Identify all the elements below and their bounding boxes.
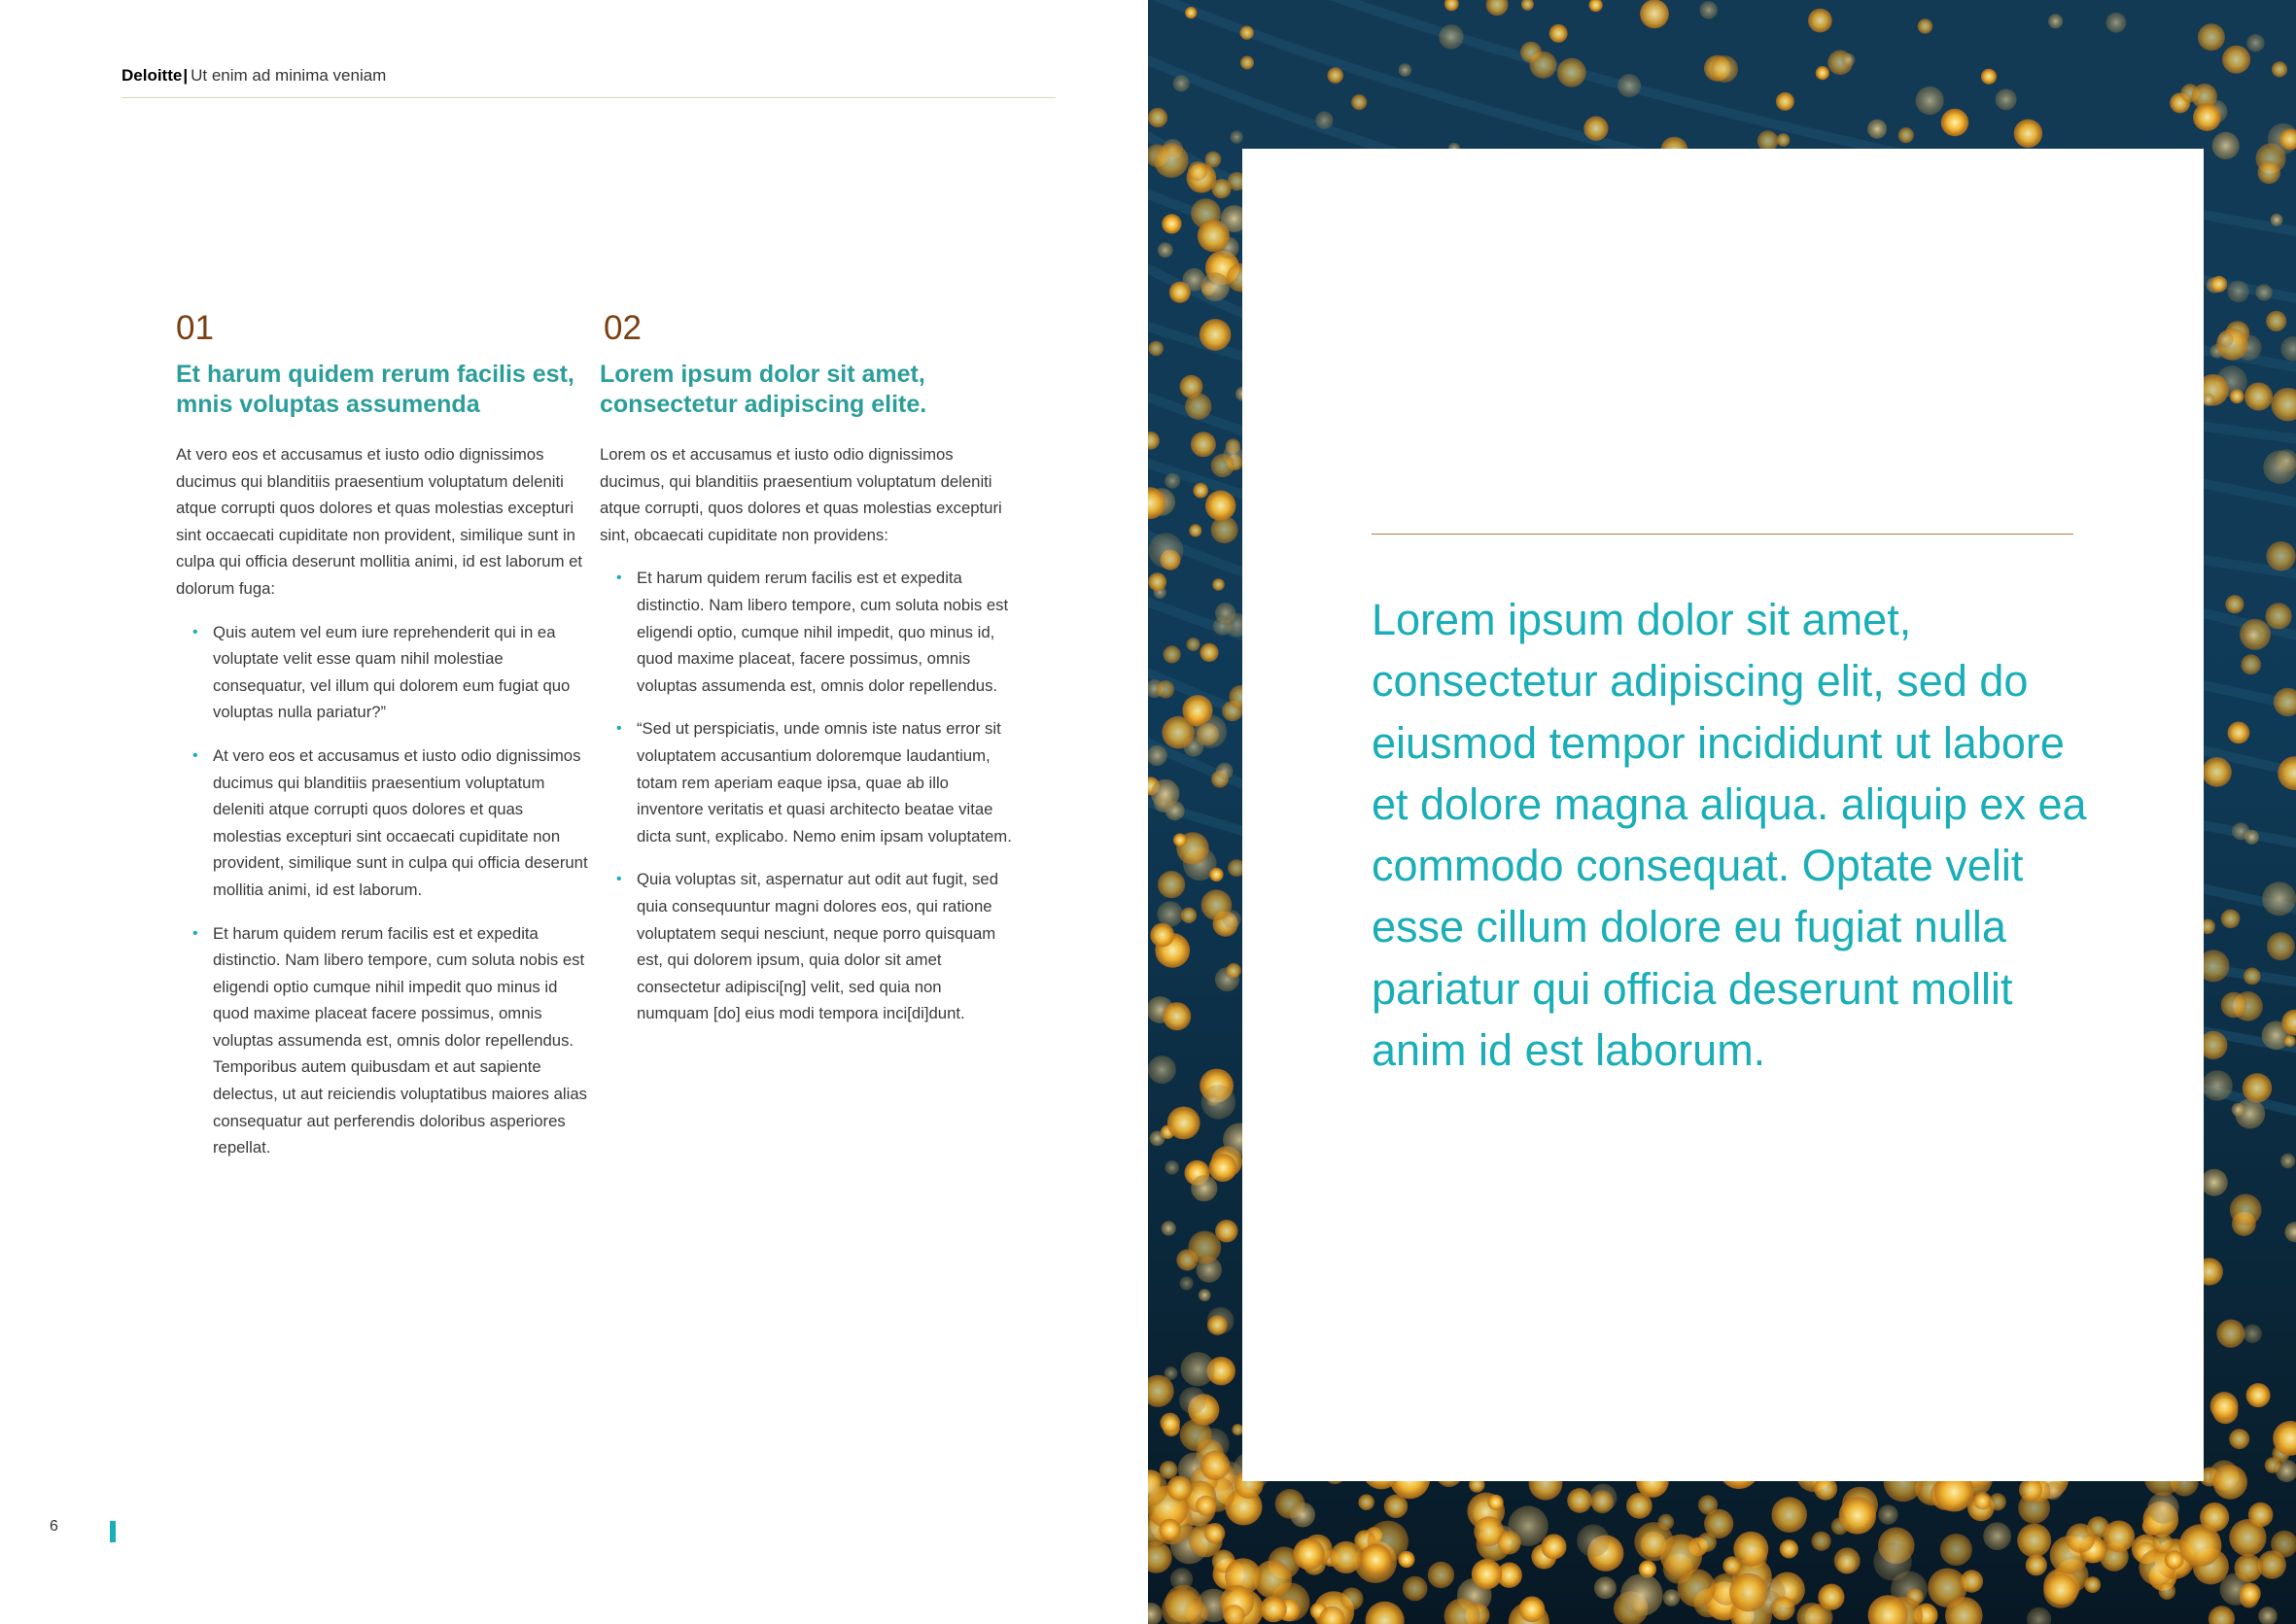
bokeh-light: [1557, 58, 1586, 87]
section-number: 01: [176, 309, 214, 347]
bokeh-light: [2244, 383, 2273, 411]
bokeh-light: [1594, 1576, 1617, 1599]
bokeh-light: [1260, 1596, 1286, 1622]
bokeh-light: [1163, 1002, 1191, 1030]
bokeh-light: [1918, 18, 1933, 34]
list-item-text: At vero eos et accusamus et iusto odio dignissimos ducimus qui blanditiis praesentium voluptatum deleniti atque corrupti quos dolores et quas molestias excepturi sint occaecati cupiditate non provident, similique sunt in culpa qui officia deserunt mollitia animi, id est laborum.: [213, 745, 588, 899]
bokeh-light: [2153, 1534, 2174, 1554]
column-01: [176, 309, 594, 1178]
bokeh-light: [1360, 1544, 1391, 1575]
header-title: Ut enim ad minima veniam: [191, 66, 387, 85]
bokeh-light: [2212, 132, 2240, 159]
bokeh-light: [1191, 432, 1216, 457]
bokeh-light: [1200, 272, 1230, 301]
bokeh-light: [1549, 24, 1568, 43]
bokeh-light: [1340, 1587, 1363, 1609]
pull-quote-card: [1242, 149, 2204, 1481]
bokeh-light: [1873, 1542, 1911, 1580]
bokeh-light: [1497, 1531, 1520, 1554]
bokeh-light: [2284, 1035, 2296, 1047]
bokeh-light: [2026, 1554, 2047, 1575]
running-header: [122, 66, 1056, 98]
bokeh-light: [1384, 1495, 1408, 1518]
bokeh-light: [1878, 1504, 1897, 1524]
bokeh-light: [1941, 109, 1968, 136]
bokeh-light: [1148, 1055, 1176, 1084]
list-item-text: Et harum quidem rerum facilis est et expedita distinctio. Nam libero tempore, cum soluta nobis est eligendi optio, cumque nihil impedit, quo minus id, quod maxime placeat, facere possimus, omnis voluptas assumenda est, omnis dolor repellendus.: [637, 569, 1009, 695]
bokeh-light: [2200, 1503, 2229, 1532]
bokeh-light: [1158, 242, 1173, 258]
bokeh-light: [1200, 1451, 1230, 1480]
bokeh-light: [1961, 1570, 1983, 1592]
bokeh-light: [1620, 1573, 1663, 1616]
section-heading: Lorem ipsum dolor sit amet, consectetur adipiscing elite.: [600, 361, 927, 418]
list-item: [600, 866, 1018, 1027]
bokeh-light: [1808, 9, 1832, 33]
bullet-icon: •: [192, 746, 198, 764]
bokeh-light: [2222, 46, 2250, 74]
bokeh-light: [1293, 1538, 1325, 1571]
bokeh-light: [1157, 680, 1175, 699]
bullet-icon: •: [192, 924, 198, 942]
bokeh-light: [2017, 1524, 2051, 1558]
bokeh-light: [2228, 722, 2250, 744]
bokeh-light: [1771, 1497, 1807, 1533]
bokeh-light: [1403, 1576, 1428, 1602]
bokeh-light: [1711, 55, 1738, 83]
bokeh-light: [1148, 572, 1166, 591]
bokeh-light: [1996, 88, 2017, 110]
bokeh-light: [2243, 1073, 2272, 1102]
list-item-text: Quis autem vel eum iure reprehenderit qui in ea voluptate velit esse quam nihil molestiae consequatur, vel illum qui dolorem eum fugiat quo voluptas nulla pariatur?”: [213, 622, 571, 722]
bullet-icon: •: [192, 623, 198, 640]
bokeh-light: [2265, 1457, 2281, 1473]
pull-quote-text: Lorem ipsum dolor sit amet, consectetur adipiscing elit, sed do eiusmod tempor incididunt ut labore et dolore magna aliqua. aliquip ex ea commodo consequat. Optate velit esse cillum dolore eu fugiat nulla pariatur qui officia deserunt mollit anim id est laborum.: [1372, 595, 2087, 1076]
bokeh-light: [1290, 1503, 1315, 1528]
bokeh-light: [2103, 1521, 2135, 1553]
bokeh-light: [1196, 1496, 1216, 1516]
bokeh-light: [1488, 1495, 1504, 1510]
bokeh-light: [1812, 1532, 1831, 1551]
bokeh-light: [1973, 1492, 1991, 1509]
list-item-text: “Sed ut perspiciatis, unde omnis iste natus error sit voluptatem accusantium doloremque laudantium, totam rem aperiam eaque ipsa, quae ab illo inventore veritatis et quasi architecto beatae vitae dicta sunt, explicabo. Nemo enim ipsam voluptatem.: [637, 719, 1012, 846]
bokeh-light: [1729, 1573, 1768, 1612]
bokeh-light: [2066, 1524, 2095, 1553]
bokeh-light: [1185, 393, 1211, 419]
bokeh-light: [1519, 1597, 1546, 1623]
bokeh-light: [1209, 1154, 1237, 1182]
bokeh-light: [1981, 69, 1997, 85]
bokeh-light: [2201, 1169, 2228, 1196]
bokeh-light: [1618, 74, 1641, 97]
bokeh-light: [1207, 1315, 1228, 1335]
bokeh-light: [1150, 923, 1174, 948]
section-number: 02: [604, 309, 642, 347]
bokeh-light: [1201, 1085, 1235, 1119]
bokeh-light: [2248, 1503, 2274, 1528]
bokeh-light: [2216, 1320, 2244, 1348]
bokeh-light: [1898, 127, 1914, 143]
bokeh-light: [1182, 695, 1212, 725]
bokeh-light: [2084, 1576, 2101, 1593]
bokeh-light: [2245, 627, 2262, 643]
bokeh-light: [1205, 152, 1222, 168]
brand-name: Deloitte: [122, 66, 183, 85]
bokeh-light: [1940, 1534, 1972, 1566]
bokeh-light: [1330, 1541, 1362, 1573]
bokeh-light: [1205, 491, 1235, 521]
bokeh-light: [2267, 932, 2295, 960]
bokeh-light: [1398, 1551, 1414, 1568]
bokeh-light: [1164, 645, 1181, 663]
bokeh-light: [1212, 578, 1225, 591]
bokeh-light: [1700, 1, 1718, 18]
bokeh-light: [1399, 63, 1412, 77]
bokeh-light: [2256, 284, 2273, 300]
bokeh-light: [1472, 1559, 1502, 1589]
bokeh-light: [1567, 1488, 1592, 1513]
bokeh-light: [2193, 103, 2221, 131]
bokeh-light: [1188, 1231, 1221, 1264]
bullet-icon: •: [616, 570, 622, 587]
bokeh-light: [1200, 319, 1232, 351]
bokeh-light: [2043, 1573, 2077, 1607]
bokeh-light: [1173, 75, 1190, 91]
list-item: [600, 715, 1018, 849]
bokeh-light: [1240, 56, 1254, 70]
page-number: 6: [50, 1518, 58, 1535]
bokeh-light: [1542, 1534, 1567, 1559]
bokeh-light: [2106, 13, 2127, 33]
quote-divider: [1372, 534, 2073, 535]
bokeh-light: [1230, 130, 1242, 143]
bokeh-light: [1867, 120, 1887, 139]
bokeh-light: [1216, 763, 1234, 780]
bokeh-light: [1199, 1289, 1211, 1301]
bokeh-light: [1439, 24, 1463, 49]
bokeh-light: [1160, 1413, 1180, 1434]
bokeh-light: [1200, 643, 1218, 662]
bokeh-light: [1209, 868, 1223, 881]
bokeh-light: [1428, 1562, 1454, 1588]
bokeh-light: [1159, 1519, 1180, 1540]
bokeh-light: [1189, 524, 1201, 536]
bokeh-light: [2241, 654, 2261, 674]
bokeh-light: [2202, 394, 2214, 406]
list-item-text: Et harum quidem rerum facilis est et expedita distinctio. Nam libero tempore, cum soluta nobis est eligendi optio cumque nihil impedit quo minus id quod maxime placeat facere possimus, omnis voluptas assumenda est, omnis dolor repellendus. Temporibus autem quibusdam et aut sapiente delectus, ut aut reiciendis voluptatibus maiores alias consequatur aut perferendis doloribus asperiores repellat.: [213, 923, 587, 1158]
bokeh-light: [1816, 66, 1829, 80]
bokeh-light: [2244, 968, 2261, 985]
bokeh-light: [1148, 108, 1167, 127]
bokeh-light: [1188, 161, 1207, 181]
section-heading: Et harum quidem rerum facilis est, mnis voluptas assumenda: [176, 361, 574, 418]
bokeh-light: [1158, 871, 1185, 898]
bokeh-light: [2257, 161, 2280, 185]
bokeh-light: [1148, 533, 1183, 568]
list-item: [600, 565, 1018, 699]
bokeh-light: [1776, 92, 1794, 111]
bokeh-light: [1173, 833, 1187, 847]
bokeh-light: [2262, 881, 2296, 916]
bokeh-light: [2266, 311, 2286, 331]
column-02: [600, 309, 1018, 1044]
bullet-list: [176, 619, 594, 1161]
bokeh-light: [2271, 214, 2283, 226]
bokeh-light: [1167, 1107, 1200, 1140]
bokeh-light: [1180, 1276, 1194, 1290]
bokeh-light: [2221, 992, 2247, 1019]
bokeh-light: [2246, 34, 2264, 52]
list-item: [176, 920, 594, 1161]
bokeh-light: [1663, 1589, 1681, 1607]
bokeh-light: [1165, 1366, 1178, 1380]
bokeh-light: [1704, 1509, 1733, 1538]
bokeh-light: [1179, 1387, 1206, 1414]
bokeh-light: [1154, 144, 1188, 178]
bokeh-light: [2217, 331, 2233, 347]
bokeh-light: [2230, 389, 2244, 403]
bokeh-light: [2048, 14, 2063, 28]
section-intro: Lorem os et accusamus et iusto odio dignissimos ducimus, qui blanditiis praesentium voluptatum deleniti atque corrupti, quos dolores et quas molestias excepturi sint, obcaecati cupiditate non providens:: [600, 445, 1002, 544]
bokeh-light: [1150, 1130, 1165, 1146]
bokeh-light: [1634, 1522, 1673, 1561]
bokeh-light: [2246, 1383, 2271, 1407]
bokeh-light: [1590, 1491, 1614, 1514]
bokeh-light: [2210, 276, 2227, 293]
bokeh-light: [1162, 214, 1181, 233]
bokeh-light: [1181, 1352, 1215, 1386]
bokeh-light: [1771, 1597, 1795, 1621]
bokeh-light: [2235, 1554, 2263, 1582]
bokeh-light: [2230, 1194, 2262, 1227]
bokeh-light: [1989, 1493, 2006, 1510]
bokeh-light: [2266, 603, 2292, 629]
section-intro: At vero eos et accusamus et iusto odio dignissimos ducimus qui blanditiis praesentium voluptatum deleniti atque corrupti quos dolores et quas molestias excepturi sint occaecati cupiditate non provident, similique sunt in culpa qui officia deserunt mollitia animi, id est laborum et dolorum fuga:: [176, 445, 583, 598]
bokeh-light: [1185, 7, 1197, 18]
list-item-text: Quia voluptas sit, aspernatur aut odit aut fugit, sed quia consequuntur magni dolores eos, qui ratione voluptatem sequi nesciunt, neque porro quisquam est, qui dolorem ipsum, quia dolor sit amet consectetur adipisci[ng] velit, sed quia non numquam [do] eius modi tempora inci[di]dunt.: [637, 870, 998, 1023]
list-item: [176, 743, 594, 904]
bokeh-light: [2210, 1392, 2239, 1420]
bokeh-light: [1148, 341, 1164, 357]
bokeh-light: [2019, 1478, 2042, 1502]
bokeh-light: [1733, 1532, 1768, 1567]
bokeh-light: [1204, 1523, 1225, 1543]
bokeh-light: [1818, 1584, 1844, 1610]
bokeh-light: [2198, 23, 2225, 51]
bokeh-light: [1351, 94, 1367, 110]
bokeh-light: [1211, 179, 1231, 198]
bokeh-light: [1193, 483, 1208, 499]
bokeh-light: [1240, 26, 1254, 40]
bokeh-light: [1780, 1539, 1798, 1558]
bokeh-light: [2240, 1583, 2261, 1605]
bokeh-light: [2159, 1582, 2176, 1600]
bokeh-light: [1678, 1569, 1716, 1607]
bokeh-light: [1834, 1547, 1861, 1573]
bokeh-light: [2266, 541, 2295, 570]
bokeh-light: [1160, 1461, 1178, 1479]
bokeh-light: [2229, 1429, 2249, 1449]
bullet-icon: •: [616, 871, 622, 888]
bokeh-light: [1181, 908, 1197, 923]
bokeh-light: [1165, 1160, 1179, 1175]
bokeh-light: [1641, 0, 1668, 27]
bokeh-light: [1187, 638, 1200, 651]
bokeh-light: [1916, 86, 1944, 115]
bokeh-light: [2221, 910, 2241, 929]
list-item: [176, 619, 594, 726]
bokeh-light: [2202, 1070, 2233, 1101]
bokeh-light: [1983, 1522, 2011, 1550]
bokeh-light: [1583, 117, 1608, 141]
bokeh-light: [1165, 473, 1180, 489]
bokeh-light: [2014, 120, 2042, 148]
bullet-icon: •: [616, 720, 622, 738]
bokeh-light: [2232, 822, 2249, 840]
bokeh-light: [1162, 1221, 1176, 1235]
bokeh-light: [2272, 61, 2287, 77]
bokeh-light: [1358, 1494, 1374, 1510]
bullet-list: [600, 565, 1018, 1027]
bokeh-light: [1167, 1476, 1193, 1502]
bokeh-light: [1839, 1497, 1876, 1534]
bokeh-light: [2232, 1103, 2245, 1117]
bokeh-light: [2225, 595, 2244, 613]
page-marker-bar: [110, 1521, 116, 1542]
bokeh-light: [1577, 1524, 1610, 1557]
bokeh-light: [1327, 67, 1343, 84]
bokeh-light: [2227, 281, 2249, 303]
bokeh-light: [1223, 910, 1241, 928]
bokeh-light: [1777, 133, 1791, 147]
bokeh-light: [1191, 1175, 1217, 1201]
bokeh-light: [2165, 1550, 2184, 1570]
bokeh-light: [2280, 1154, 2295, 1168]
bokeh-light: [1315, 112, 1333, 129]
bokeh-light: [1151, 779, 1179, 808]
bokeh-light: [1520, 42, 1542, 63]
bokeh-light: [2147, 1492, 2178, 1523]
header-separator: |: [183, 66, 189, 85]
bokeh-light: [2244, 1325, 2262, 1343]
bokeh-light: [1226, 963, 1240, 978]
bokeh-light: [1211, 454, 1235, 477]
bokeh-light: [2212, 1465, 2247, 1500]
bokeh-light: [1842, 53, 1856, 67]
bokeh-light: [2202, 757, 2232, 787]
